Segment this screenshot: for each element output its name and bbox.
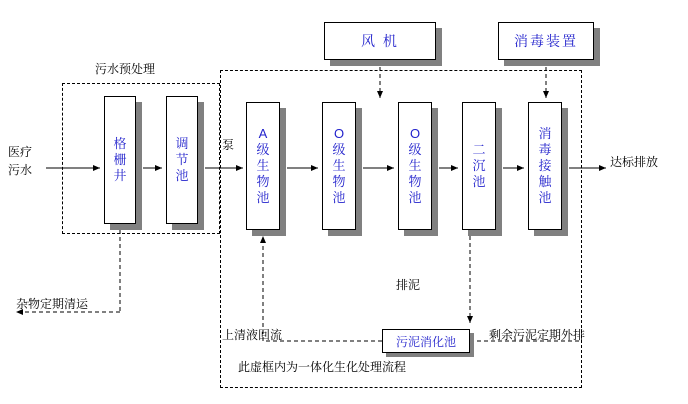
unit-adjusting-tank-label: 调节池	[175, 136, 189, 183]
label-outlet: 达标排放	[610, 155, 659, 169]
unit-adjusting-tank[interactable]	[166, 96, 198, 224]
unit-grille-well[interactable]	[104, 96, 136, 224]
top-unit-disinfection-device[interactable]: 消毒装置	[498, 22, 594, 60]
label-inlet-line2: 污水	[8, 163, 33, 177]
unit-o-stage-biotank-2[interactable]	[398, 102, 432, 230]
unit-a-stage-biotank[interactable]	[246, 102, 280, 230]
label-debris-removal: 杂物定期清运	[16, 297, 89, 311]
top-unit-blower[interactable]: 风 机	[324, 22, 436, 60]
unit-disinfection-contact-tank-label: 消毒接触池	[538, 126, 552, 205]
unit-disinfection-contact-tank[interactable]	[528, 102, 562, 230]
label-pretreatment: 污水预处理	[95, 62, 156, 76]
unit-o-stage-biotank-1-label: O级生物池	[332, 126, 346, 205]
unit-a-stage-biotank-label: A级生物池	[256, 126, 270, 205]
unit-secondary-sedimentation-tank-label: 二沉池	[472, 142, 486, 189]
label-integrated-note: 此虚框内为一体化生化处理流程	[238, 360, 407, 374]
unit-grille-well-label: 格栅井	[113, 136, 127, 183]
unit-o-stage-biotank-1[interactable]	[322, 102, 356, 230]
unit-o-stage-biotank-2-label: O级生物池	[408, 126, 422, 205]
unit-secondary-sedimentation-tank[interactable]	[462, 102, 496, 230]
unit-sludge-digestion-tank[interactable]: 污泥消化池	[382, 329, 470, 353]
label-excess-sludge: 剩余污泥定期外排	[489, 328, 586, 342]
label-inlet-line1: 医疗	[8, 145, 33, 159]
label-sludge-discharge: 排泥	[396, 278, 421, 292]
label-supernatant-return: 上清液回流	[222, 328, 283, 342]
label-pump: 泵	[222, 138, 235, 152]
